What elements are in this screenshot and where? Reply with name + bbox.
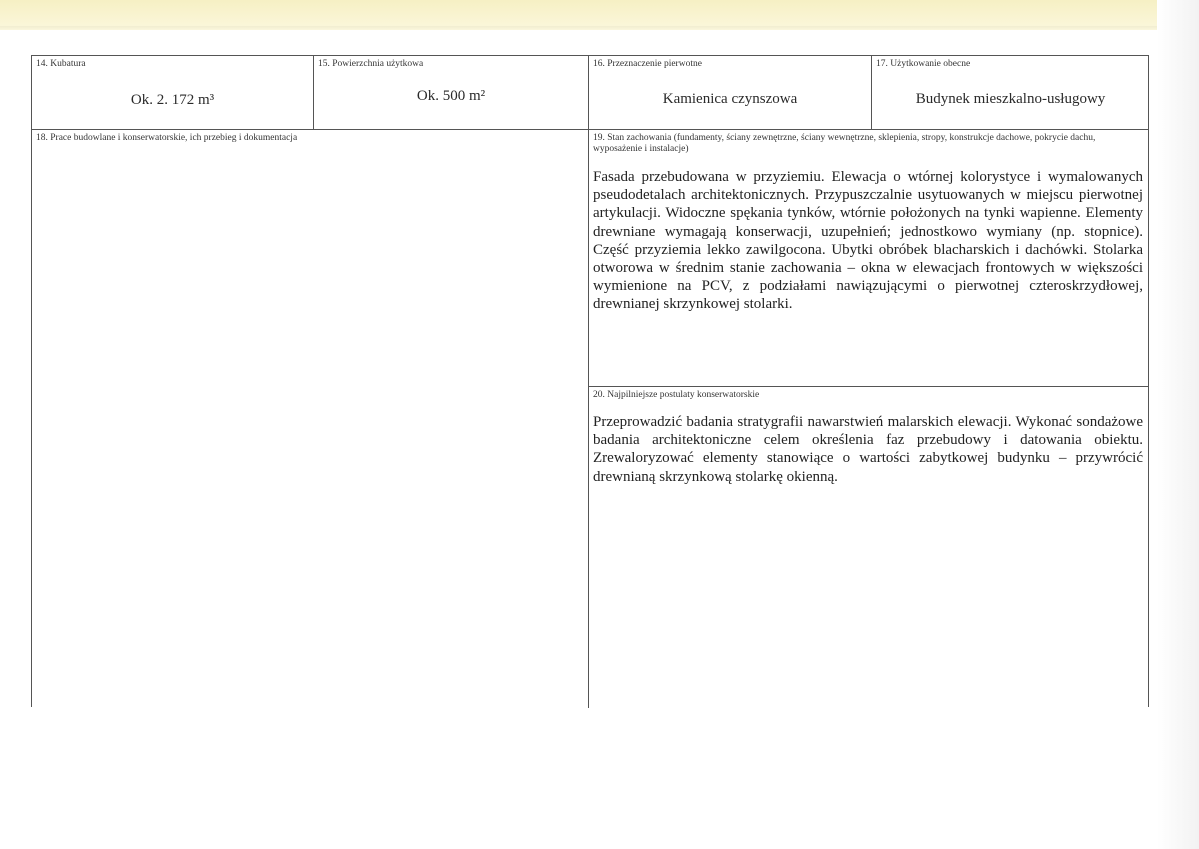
cell-przeznaczenie [589,56,871,129]
cell-powierzchnia [314,56,588,129]
cell-postulaty-text: Przeprowadzić badania stratygrafii nawarstwień malarskich elewacji. Wykonać sondażowe badania architektoniczne celem określenia faz przebudowy i datowania obiektu. Zrewaloryzować elementy stanowiące o wartości zabytkowej budynku – przywrócić drewnianą skrzynkową stolarkę okienną. [593,414,1143,485]
cell-powierzchnia-label: 15. Powierzchnia użytkowa [318,59,424,69]
cell-uzytkowanie-label: 17. Użytkowanie obecne [876,59,971,69]
scan-top-strip [0,0,1199,30]
cell-przeznaczenie-label: 16. Przeznaczenie pierwotne [593,59,702,69]
cell-przeznaczenie-value: Kamienica czynszowa [662,91,798,107]
cell-kubatura-label: 14. Kubatura [36,59,86,69]
scan-right-edge [1157,0,1199,849]
cell-uzytkowanie [872,56,1149,129]
cell-prace-budowlane-label: 18. Prace budowlane i konserwatorskie, ich przebieg i dokumentacja [36,133,298,143]
cell-postulaty-label: 20. Najpilniejsze postulaty konserwatorskie [593,390,760,400]
conservation-form-table [31,55,1149,707]
cell-stan-zachowania-text: Fasada przebudowana w przyziemiu. Elewacja o wtórnej kolorystyce i wymalowanych pseudodetalach architektonicznych. Przypuszczalnie usytuowanych w miejscu pierwotnej artykulacji. Widoczne spękania tynków, wtórnie położonych na tynki wapienne. Elementy drewniane wymagają konserwacji, uzupełnień; jednostkowo wymiany (np. stopnice). Część przyziemia lekko zawilgocona. Ubytki obróbek blacharskich i dachówki. Stolarka otworowa w średnim stanie zachowania – okna w elewacjach frontowych w większości wymienione na PCV, z podziałami nawiązującymi o pierwotnej czteroskrzydłowej, drewnianej skrzynkowej stolarki. [593,169,1143,313]
cell-postulaty [589,387,1149,708]
cell-kubatura [32,56,313,129]
cell-powierzchnia-value: Ok. 500 m² [416,88,486,104]
cell-stan-zachowania [589,130,1149,386]
cell-uzytkowanie-value: Budynek mieszkalno-usługowy [915,91,1106,107]
cell-prace-budowlane [32,130,588,708]
cell-kubatura-value: Ok. 2. 172 m³ [130,92,215,108]
cell-stan-zachowania-label: 19. Stan zachowania (fundamenty, ściany zewnętrzne, ściany wewnętrzne, sklepienia, stropy, konstrukcje dachowe, pokrycie dachu, wyposażenie i instalacje) [593,133,1096,154]
